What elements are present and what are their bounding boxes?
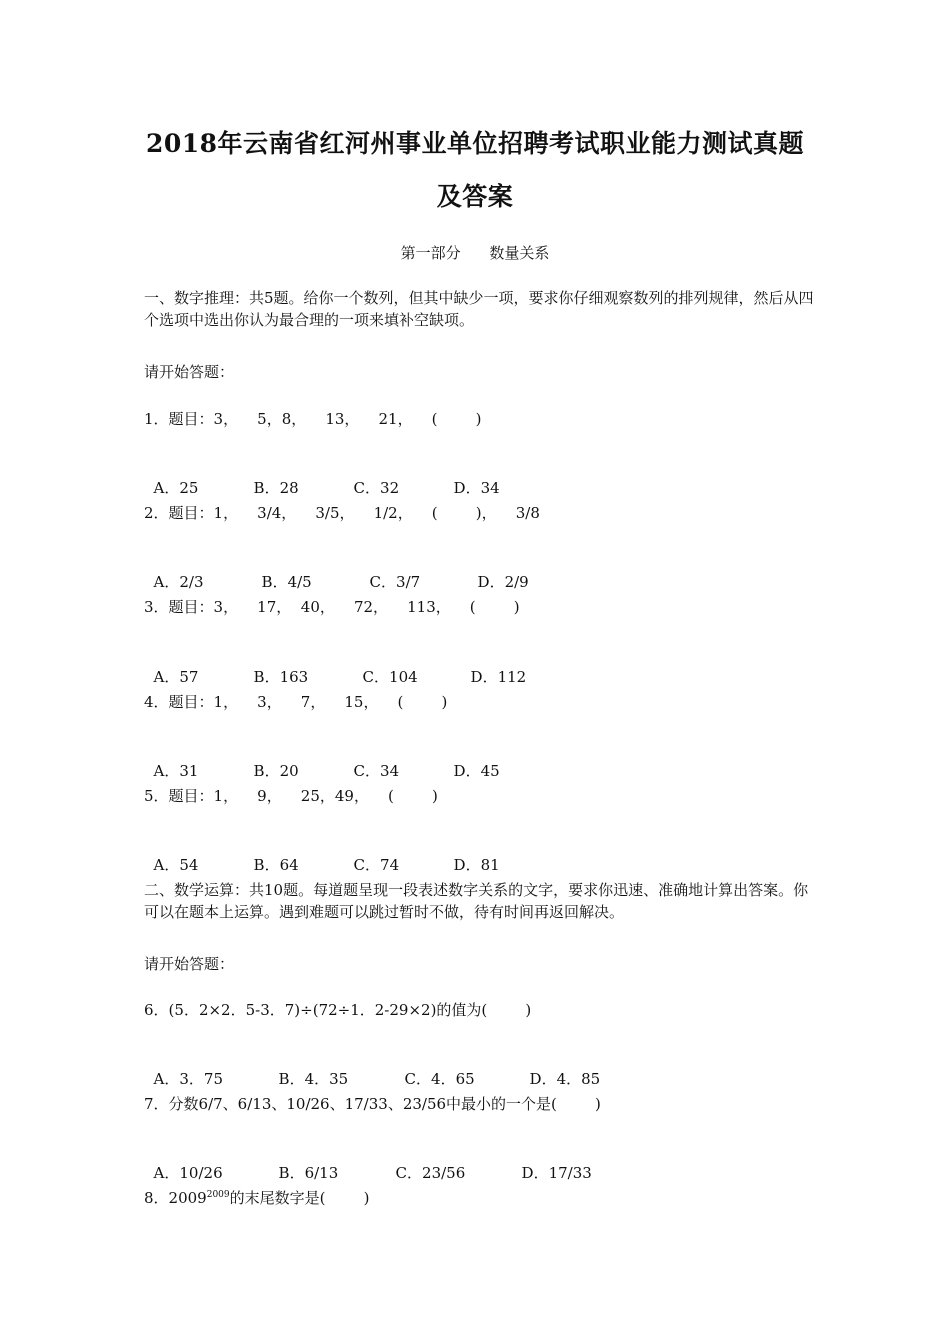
document-title-line-2: 及答案 xyxy=(436,182,514,211)
question-3-stem: 3．题目：3， 17， 40， 72， 113， ( ) xyxy=(144,598,520,616)
option-c: C．104 xyxy=(362,668,418,686)
question-5-stem: 5．题目：1， 9， 25，49， ( ) xyxy=(144,787,438,805)
option-b: B．163 xyxy=(253,668,309,686)
option-d: D．17/33 xyxy=(521,1164,592,1182)
section2-start: 请开始答题： xyxy=(144,955,235,973)
option-a: A．2/3 xyxy=(153,573,204,591)
question-2-options xyxy=(144,549,529,593)
option-c: C．4．65 xyxy=(404,1070,475,1088)
option-c: C．32 xyxy=(353,479,400,497)
section1-start: 请开始答题： xyxy=(144,363,235,381)
part-label: 第一部分 xyxy=(400,244,461,262)
option-d: D．34 xyxy=(453,479,500,497)
document-title-line-1: 2018年云南省红河州事业单位招聘考试职业能力测试真题 xyxy=(145,129,805,158)
option-b: B．4．35 xyxy=(278,1070,349,1088)
option-b: B．6/13 xyxy=(278,1164,339,1182)
part-name: 数量关系 xyxy=(489,244,550,262)
question-4-stem: 4．题目：1， 3， 7， 15， ( ) xyxy=(144,693,448,711)
option-a: A．54 xyxy=(153,856,199,874)
option-b: B．20 xyxy=(253,762,299,780)
part-heading xyxy=(0,242,950,263)
option-c: C．34 xyxy=(353,762,400,780)
question-3-options xyxy=(144,644,526,688)
option-b: B．64 xyxy=(253,856,299,874)
question-6-stem: 6．(5．2×2．5-3．7)÷(72÷1．2-29×2)的值为( ) xyxy=(144,1001,532,1019)
section2-intro: 二、数学运算：共10题。每道题呈现一段表述数字关系的文字，要求你迅速、准确地计算出答案。你可以在题本上运算。遇到难题可以跳过暂时不做，待有时间再返回解决。 xyxy=(144,881,809,921)
question-7-stem: 7．分数6/7、6/13、10/26、17/33、23/56中最小的一个是( ) xyxy=(144,1095,601,1113)
option-a: A．10/26 xyxy=(153,1164,223,1182)
question-8-suffix: 的末尾数字是( ) xyxy=(229,1189,370,1207)
question-2-stem: 2．题目：1， 3/4， 3/5， 1/2， ( )， 3/8 xyxy=(144,504,540,522)
question-5-options xyxy=(144,832,500,876)
option-a: A．25 xyxy=(153,479,199,497)
question-8-stem xyxy=(144,1187,369,1209)
question-7-options xyxy=(144,1140,592,1184)
option-c: C．23/56 xyxy=(395,1164,466,1182)
option-d: D．4．85 xyxy=(529,1070,601,1088)
option-d: D．45 xyxy=(453,762,500,780)
option-d: D．81 xyxy=(453,856,500,874)
question-1-stem: 1．题目：3， 5，8， 13， 21， ( ) xyxy=(144,410,482,428)
question-1-options xyxy=(144,455,500,499)
option-b: B．4/5 xyxy=(261,573,312,591)
question-4-options xyxy=(144,738,500,782)
option-a: A．57 xyxy=(153,668,199,686)
option-a: A．31 xyxy=(153,762,199,780)
question-8-exponent: 2009 xyxy=(206,1190,230,1200)
question-6-options xyxy=(144,1046,600,1090)
question-8-prefix: 8．2009 xyxy=(144,1189,207,1207)
option-d: D．112 xyxy=(470,668,527,686)
section1-intro: 一、数字推理：共5题。给你一个数列，但其中缺少一项，要求你仔细观察数列的排列规律，然后从四个选项中选出你认为最合理的一项来填补空缺项。 xyxy=(144,289,814,329)
option-c: C．3/7 xyxy=(369,573,421,591)
option-b: B．28 xyxy=(253,479,299,497)
option-c: C．74 xyxy=(353,856,400,874)
option-a: A．3．75 xyxy=(153,1070,224,1088)
option-d: D．2/9 xyxy=(477,573,529,591)
